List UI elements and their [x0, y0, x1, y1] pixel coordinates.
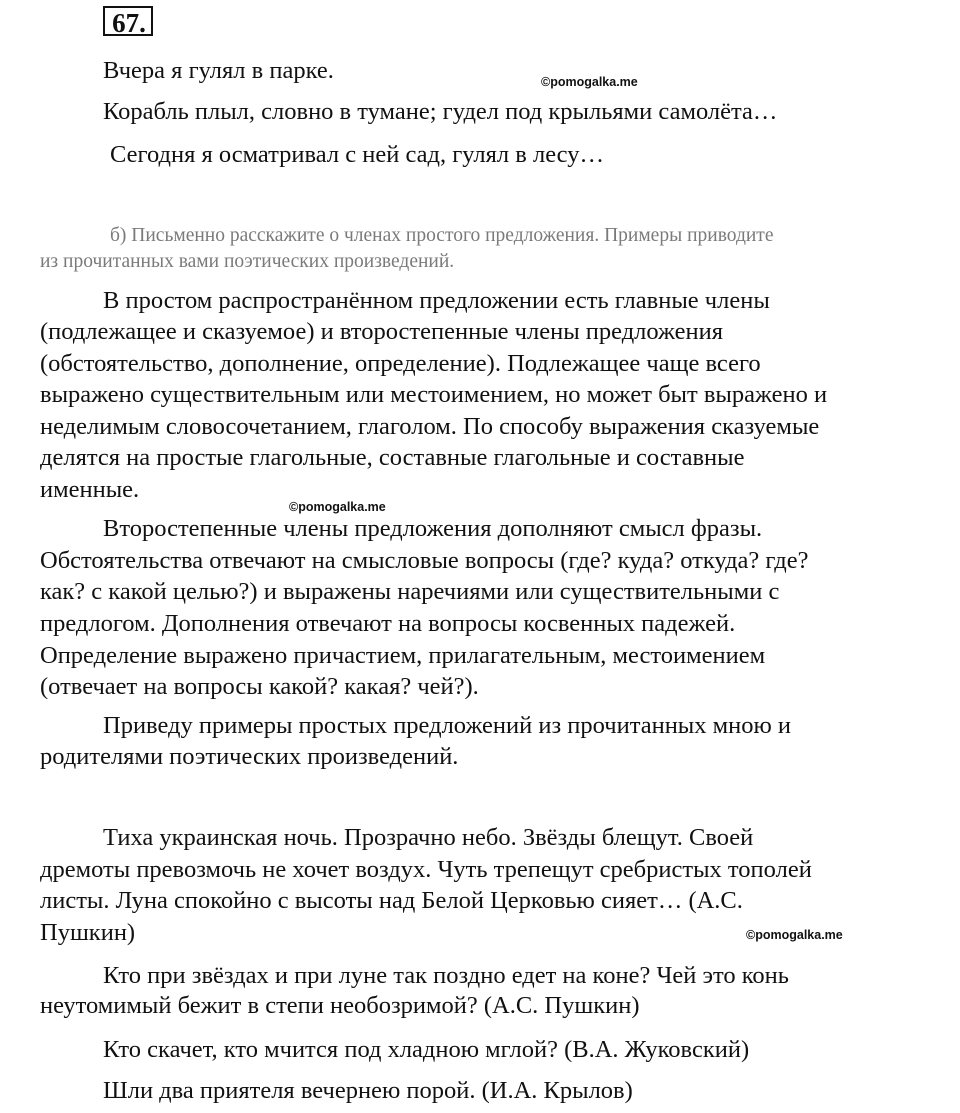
paragraph-2-line-3: как? с какой целью?) и выражены наречиями или существительными с [40, 578, 780, 605]
paragraph-4-line-4: Пушкин) [40, 919, 136, 946]
task-line-2: из прочитанных вами поэтических произведений. [40, 251, 455, 272]
paragraph-1-line-2: (подлежащее и сказуемое) и второстепенные члены предложения [40, 318, 724, 345]
paragraph-2-line-2: Обстоятельства отвечают на смысловые вопросы (где? куда? откуда? где? [40, 547, 809, 574]
task-line-1: б) Письменно расскажите о членах простого предложения. Примеры приводите [110, 225, 774, 246]
example-line-2: Корабль плыл, словно в тумане; гудел под крыльями самолёта… [103, 98, 778, 125]
exercise-number: 67. [103, 6, 153, 36]
paragraph-1-line-6: делятся на простые глагольные, составные глагольные и составные [40, 444, 745, 471]
paragraph-2-line-6: (отвечает на вопросы какой? какая? чей?). [40, 673, 479, 700]
paragraph-2-line-5: Определение выражено причастием, прилагательным, местоимением [40, 642, 766, 669]
paragraph-1-line-1: В простом распространённом предложении есть главные члены [103, 287, 770, 314]
paragraph-2-line-4: предлогом. Дополнения отвечают на вопросы косвенных падежей. [40, 610, 736, 637]
paragraph-4-line-1: Тиха украинская ночь. Прозрачно небо. Звёзды блещут. Своей [103, 824, 754, 851]
example-line-1: Вчера я гулял в парке. [103, 57, 334, 84]
watermark-1: ©pomogalka.me [541, 75, 638, 89]
example-line-3: Сегодня я осматривал с ней сад, гулял в лесу… [110, 141, 604, 168]
quote-krylov: Шли два приятеля вечернею порой. (И.А. Крылов) [103, 1077, 633, 1104]
paragraph-2-line-1: Второстепенные члены предложения дополняют смысл фразы. [103, 515, 763, 542]
paragraph-4-line-2: дремоты превозмочь не хочет воздух. Чуть трепещут сребристых тополей [40, 856, 812, 883]
watermark-3: ©pomogalka.me [746, 928, 843, 942]
paragraph-3-line-1: Приведу примеры простых предложений из прочитанных мною и [103, 712, 792, 739]
watermark-2: ©pomogalka.me [289, 500, 386, 514]
paragraph-5-line-2: неутомимый бежит в степи необозримой? (А.С. Пушкин) [40, 992, 640, 1019]
paragraph-5-line-1: Кто при звёздах и при луне так поздно едет на коне? Чей это конь [103, 962, 789, 989]
quote-zhukovsky: Кто скачет, кто мчится под хладною мглой? (В.А. Жуковский) [103, 1036, 750, 1063]
paragraph-4-line-3: листы. Луна спокойно с высоты над Белой Церковью сияет… (А.С. [40, 887, 743, 914]
paragraph-1-line-7: именные. [40, 476, 140, 503]
paragraph-3-line-2: родителями поэтических произведений. [40, 743, 459, 770]
paragraph-1-line-5: неделимым словосочетанием, глаголом. По способу выражения сказуемые [40, 413, 820, 440]
paragraph-1-line-4: выражено существительным или местоимением, но может быт выражено и [40, 381, 828, 408]
paragraph-1-line-3: (обстоятельство, дополнение, определение). Подлежащее чаще всего [40, 350, 761, 377]
